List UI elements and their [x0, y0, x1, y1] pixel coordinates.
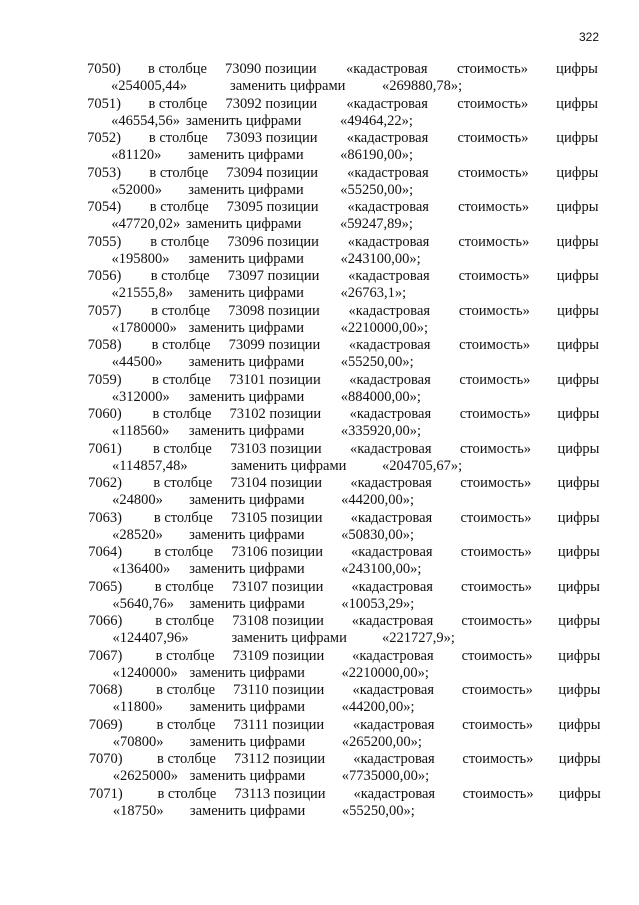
- old-value: «114857,48»: [111, 457, 188, 474]
- digits-word: цифры: [557, 440, 600, 457]
- column-phrase: в столбце: [149, 164, 209, 181]
- item-number: 7054): [87, 199, 122, 215]
- item-number: 7061): [87, 440, 122, 457]
- digits-word: цифры: [557, 509, 600, 526]
- digits-word: цифры: [557, 406, 600, 422]
- digits-word: цифры: [558, 682, 601, 698]
- cost-word: стоимость»: [461, 647, 533, 664]
- cadastral-word: «кадастровая: [351, 578, 433, 595]
- position-phrase: 73109 позиции: [232, 647, 325, 664]
- old-value: «124407,96»: [112, 630, 189, 646]
- item-number: 7052): [87, 130, 122, 146]
- item-number: 7063): [88, 509, 122, 526]
- item-number: 7057): [87, 302, 122, 319]
- amendment-item-7056: [0, 268, 639, 303]
- cadastral-word: «кадастровая: [346, 130, 429, 146]
- new-value: «2210000,00»;: [341, 664, 429, 681]
- item-number: 7051): [87, 95, 121, 112]
- cost-word: стоимость»: [459, 406, 531, 422]
- new-value: «26763,1»;: [340, 285, 407, 301]
- new-value: «86190,00»;: [340, 147, 414, 163]
- item-number: 7056): [87, 268, 122, 284]
- cost-word: стоимость»: [462, 751, 534, 767]
- amendment-item-7055: [0, 234, 639, 269]
- amendment-item-7067: [0, 648, 639, 683]
- new-value: «243100,00»;: [340, 250, 421, 267]
- replace-phrase: заменить цифрами: [189, 492, 305, 508]
- new-value: «49464,22»;: [340, 112, 413, 129]
- amendment-item-7070: [0, 751, 639, 786]
- cost-word: стоимость»: [461, 682, 533, 698]
- column-phrase: в столбце: [152, 406, 212, 422]
- digits-word: цифры: [556, 268, 599, 284]
- digits-word: цифры: [558, 647, 601, 664]
- digits-word: цифры: [557, 371, 600, 388]
- position-phrase: 73110 позиции: [233, 682, 325, 698]
- old-value: «1780000»: [111, 319, 177, 336]
- position-phrase: 73097 позиции: [227, 268, 320, 284]
- replace-phrase: заменить цифрами: [189, 595, 305, 612]
- item-number: 7069): [88, 716, 123, 733]
- item-number: 7068): [88, 682, 123, 698]
- position-phrase: 73094 позиции: [226, 164, 318, 181]
- cadastral-word: «кадастровая: [347, 199, 429, 215]
- cost-word: стоимость»: [460, 544, 532, 560]
- cost-word: стоимость»: [457, 95, 529, 112]
- column-phrase: в столбце: [150, 268, 210, 284]
- new-value: «221727,9»;: [382, 630, 455, 646]
- cadastral-word: «кадастровая: [347, 233, 430, 250]
- replace-phrase: заменить цифрами: [189, 733, 306, 750]
- old-value: «70800»: [112, 733, 164, 750]
- item-number: 7060): [87, 406, 122, 422]
- cost-word: стоимость»: [461, 578, 533, 595]
- cost-word: стоимость»: [459, 337, 531, 353]
- digits-word: цифры: [556, 164, 599, 181]
- replace-phrase: заменить цифрами: [188, 388, 305, 405]
- amendment-item-7057: [0, 303, 639, 338]
- amendment-item-7066: [0, 613, 639, 648]
- amendment-item-7050: [0, 61, 639, 96]
- digits-word: цифры: [558, 716, 601, 733]
- item-number: 7070): [88, 751, 123, 767]
- replace-phrase: заменить цифрами: [189, 526, 305, 543]
- position-phrase: 73099 позиции: [228, 337, 321, 353]
- new-value: «2210000,00»;: [340, 319, 429, 336]
- item-number: 7064): [88, 544, 123, 560]
- replace-phrase: заменить цифрами: [186, 112, 302, 129]
- digits-word: цифры: [556, 61, 598, 77]
- replace-phrase: заменить цифрами: [189, 664, 305, 681]
- column-phrase: в столбце: [157, 751, 216, 767]
- cadastral-word: «кадастровая: [351, 544, 433, 560]
- amendment-item-7063: [0, 510, 639, 545]
- cost-word: стоимость»: [458, 302, 530, 319]
- digits-word: цифры: [557, 337, 599, 353]
- cadastral-word: «кадастровая: [352, 716, 435, 733]
- column-phrase: в столбце: [149, 199, 209, 215]
- position-phrase: 73108 позиции: [232, 613, 324, 629]
- old-value: «5640,76»: [112, 595, 174, 612]
- amendment-item-7051: [0, 96, 639, 131]
- column-phrase: в столбце: [150, 233, 210, 250]
- position-phrase: 73102 позиции: [229, 406, 322, 422]
- replace-phrase: заменить цифрами: [186, 216, 302, 232]
- new-value: «59247,89»;: [340, 216, 413, 232]
- position-phrase: 73095 позиции: [226, 199, 319, 215]
- old-value: «24800»: [112, 492, 163, 508]
- digits-word: цифры: [556, 302, 599, 319]
- cadastral-word: «кадастровая: [350, 509, 433, 526]
- replace-phrase: заменить цифрами: [189, 561, 305, 577]
- old-value: «254005,44»: [111, 78, 188, 94]
- position-phrase: 73103 позиции: [229, 440, 322, 457]
- cadastral-word: «кадастровая: [348, 337, 431, 353]
- new-value: «10053,29»;: [341, 595, 415, 612]
- old-value: «47720,02»: [111, 216, 181, 232]
- old-value: «46554,56»: [111, 112, 180, 129]
- digits-word: цифры: [558, 785, 601, 802]
- amendment-item-7069: [0, 717, 639, 752]
- cadastral-word: «кадастровая: [346, 61, 428, 77]
- old-value: «44500»: [111, 354, 163, 370]
- column-phrase: в столбце: [154, 578, 214, 595]
- position-phrase: 73113 позиции: [234, 785, 326, 802]
- digits-word: цифры: [558, 751, 601, 767]
- column-phrase: в столбце: [157, 785, 217, 802]
- new-value: «884000,00»;: [340, 388, 421, 405]
- replace-phrase: заменить цифрами: [189, 768, 306, 784]
- cost-word: стоимость»: [461, 613, 533, 629]
- column-phrase: в столбце: [155, 613, 215, 629]
- item-number: 7066): [88, 613, 123, 629]
- cost-word: стоимость»: [462, 716, 534, 733]
- digits-word: цифры: [558, 578, 600, 595]
- digits-word: цифры: [556, 130, 599, 146]
- amendment-item-7068: [0, 682, 639, 717]
- item-number: 7058): [87, 337, 122, 353]
- replace-phrase: заменить цифрами: [189, 802, 306, 819]
- new-value: «204705,67»;: [382, 457, 463, 474]
- new-value: «243100,00»;: [341, 561, 422, 577]
- position-phrase: 73096 позиции: [227, 233, 319, 250]
- old-value: «52000»: [111, 181, 163, 198]
- column-phrase: в столбце: [156, 682, 216, 698]
- cadastral-word: «кадастровая: [352, 682, 435, 698]
- position-phrase: 73105 позиции: [230, 509, 323, 526]
- cost-word: стоимость»: [459, 440, 531, 457]
- amendment-item-7054: [0, 199, 639, 234]
- new-value: «55250,00»;: [340, 181, 414, 198]
- replace-phrase: заменить цифрами: [188, 354, 305, 370]
- position-phrase: 73093 позиции: [225, 130, 318, 146]
- old-value: «28520»: [112, 526, 163, 543]
- digits-word: цифры: [556, 199, 599, 215]
- new-value: «44200,00»;: [341, 492, 414, 508]
- amendment-item-7052: [0, 130, 639, 165]
- replace-phrase: заменить цифрами: [188, 423, 305, 439]
- amendment-item-7061: [0, 441, 639, 476]
- column-phrase: в столбце: [153, 475, 213, 491]
- old-value: «18750»: [112, 802, 164, 819]
- cost-word: стоимость»: [457, 61, 529, 77]
- new-value: «44200,00»;: [341, 699, 415, 715]
- amendment-item-7058: [0, 337, 639, 372]
- replace-phrase: заменить цифрами: [188, 285, 304, 301]
- cadastral-word: «кадастровая: [347, 164, 429, 181]
- digits-word: цифры: [557, 475, 600, 491]
- column-phrase: в столбце: [151, 337, 211, 353]
- item-number: 7055): [87, 233, 122, 250]
- position-phrase: 73098 позиции: [228, 302, 320, 319]
- position-phrase: 73101 позиции: [229, 371, 321, 388]
- column-phrase: в столбце: [148, 61, 207, 77]
- replace-phrase: заменить цифрами: [188, 147, 304, 163]
- new-value: «269880,78»;: [382, 78, 463, 94]
- old-value: «195800»: [111, 250, 170, 267]
- cadastral-word: «кадастровая: [350, 475, 432, 491]
- item-number: 7053): [87, 164, 122, 181]
- cost-word: стоимость»: [460, 475, 532, 491]
- old-value: «21555,8»: [111, 285, 174, 301]
- replace-phrase: заменить цифрами: [189, 699, 306, 715]
- replace-phrase: заменить цифрами: [230, 457, 347, 474]
- digits-word: цифры: [558, 613, 601, 629]
- item-number: 7059): [87, 371, 122, 388]
- cost-word: стоимость»: [458, 268, 530, 284]
- column-phrase: в столбце: [153, 509, 213, 526]
- cost-word: стоимость»: [460, 509, 532, 526]
- cadastral-word: «кадастровая: [349, 371, 431, 388]
- position-phrase: 73104 позиции: [230, 475, 323, 491]
- amendment-item-7060: [0, 406, 639, 441]
- page-number: 322: [579, 30, 600, 44]
- amendment-item-7062: [0, 475, 639, 510]
- amendment-item-7064: [0, 544, 639, 579]
- cost-word: стоимость»: [459, 371, 531, 388]
- position-phrase: 73107 позиции: [231, 578, 324, 595]
- new-value: «7735000,00»;: [341, 768, 430, 784]
- old-value: «136400»: [112, 561, 171, 577]
- digits-word: цифры: [556, 95, 599, 112]
- item-number: 7071): [88, 785, 123, 802]
- replace-phrase: заменить цифрами: [231, 630, 347, 646]
- position-phrase: 73090 позиции: [225, 61, 317, 77]
- replace-phrase: заменить цифрами: [188, 181, 304, 198]
- position-phrase: 73092 позиции: [225, 95, 318, 112]
- column-phrase: в столбце: [152, 440, 212, 457]
- position-phrase: 73112 позиции: [234, 751, 326, 767]
- old-value: «312000»: [111, 388, 170, 405]
- column-phrase: в столбце: [148, 95, 208, 112]
- column-phrase: в столбце: [154, 544, 214, 560]
- amendment-item-7059: [0, 372, 639, 407]
- column-phrase: в столбце: [156, 716, 216, 733]
- cadastral-word: «кадастровая: [348, 268, 430, 284]
- item-number: 7062): [88, 475, 122, 491]
- new-value: «55250,00»;: [340, 354, 414, 370]
- cadastral-word: «кадастровая: [353, 751, 435, 767]
- old-value: «1240000»: [112, 664, 178, 681]
- column-phrase: в столбце: [151, 302, 211, 319]
- digits-word: цифры: [557, 544, 600, 560]
- amendment-item-7065: [0, 579, 639, 614]
- cost-word: стоимость»: [457, 130, 529, 146]
- column-phrase: в столбце: [148, 130, 208, 146]
- column-phrase: в столбце: [152, 371, 211, 388]
- old-value: «118560»: [111, 423, 170, 439]
- old-value: «2625000»: [112, 768, 179, 784]
- cadastral-word: «кадастровая: [346, 95, 428, 112]
- item-number: 7050): [87, 61, 121, 77]
- cadastral-word: «кадастровая: [349, 440, 432, 457]
- cadastral-word: «кадастровая: [353, 785, 436, 802]
- cost-word: стоимость»: [458, 233, 530, 250]
- cadastral-word: «кадастровая: [349, 406, 432, 422]
- new-value: «335920,00»;: [340, 423, 422, 439]
- amendment-item-7053: [0, 165, 639, 200]
- new-value: «265200,00»;: [341, 733, 422, 750]
- item-number: 7067): [88, 647, 123, 664]
- item-number: 7065): [88, 578, 123, 595]
- new-value: «50830,00»;: [341, 526, 415, 543]
- cost-word: стоимость»: [458, 199, 530, 215]
- old-value: «11800»: [112, 699, 163, 715]
- replace-phrase: заменить цифрами: [188, 250, 304, 267]
- cost-word: стоимость»: [462, 785, 534, 802]
- cadastral-word: «кадастровая: [351, 613, 434, 629]
- old-value: «81120»: [111, 147, 162, 163]
- amendment-item-7071: [0, 786, 639, 821]
- cadastral-word: «кадастровая: [352, 647, 434, 664]
- position-phrase: 73111 позиции: [233, 716, 325, 733]
- digits-word: цифры: [556, 233, 599, 250]
- column-phrase: в столбце: [155, 647, 215, 664]
- cadastral-word: «кадастровая: [348, 302, 431, 319]
- new-value: «55250,00»;: [341, 802, 415, 819]
- replace-phrase: заменить цифрами: [188, 319, 305, 336]
- position-phrase: 73106 позиции: [231, 544, 323, 560]
- replace-phrase: заменить цифрами: [230, 78, 346, 94]
- cost-word: стоимость»: [457, 164, 529, 181]
